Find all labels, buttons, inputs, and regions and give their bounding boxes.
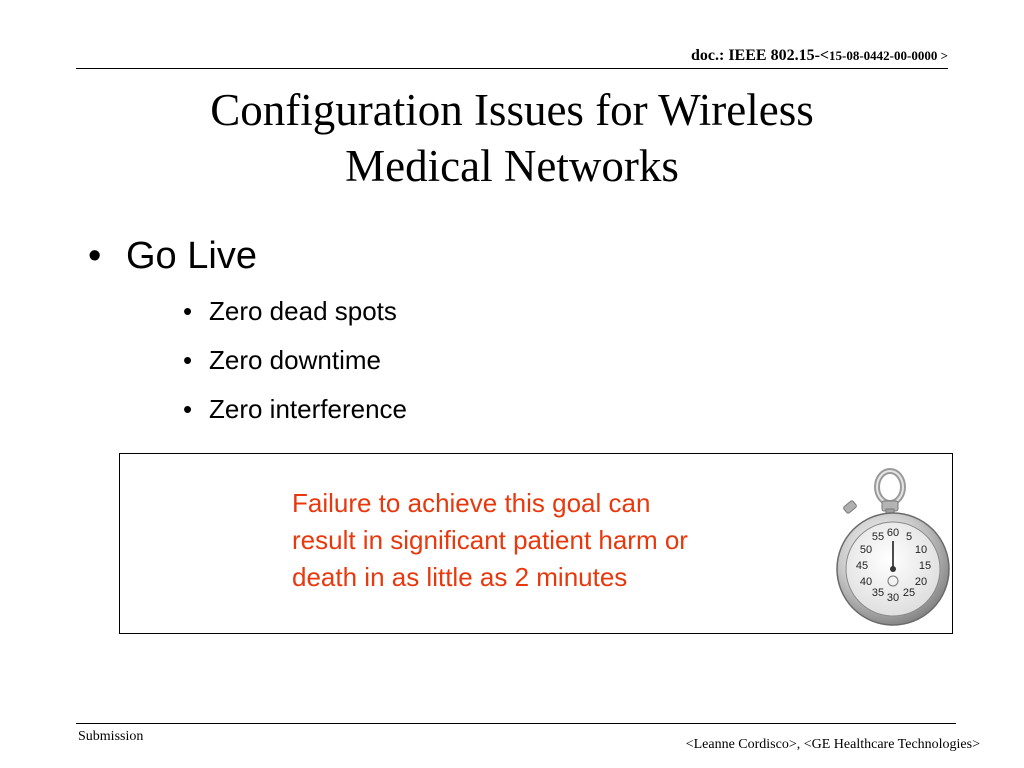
footer-divider xyxy=(76,723,956,724)
stopwatch-dial-number: 25 xyxy=(902,587,916,599)
doc-id-prefix: doc.: IEEE 802.15-< xyxy=(691,47,830,64)
slide-title-line-1: Configuration Issues for Wireless xyxy=(210,85,814,135)
sub-bullet-label: Zero downtime xyxy=(209,345,381,375)
stopwatch-dial-number: 10 xyxy=(914,544,928,556)
stopwatch-dial-number: 45 xyxy=(855,560,869,572)
document-id-header xyxy=(691,47,948,65)
main-bullet-label: Go Live xyxy=(126,235,257,277)
stopwatch-dial-number: 60 xyxy=(886,527,900,539)
slide-title xyxy=(0,82,1024,194)
sub-bullet-item xyxy=(183,340,407,389)
sub-bullet-list xyxy=(183,291,407,438)
bullet-dot-icon: • xyxy=(183,394,193,424)
stopwatch-dial-number: 15 xyxy=(918,560,932,572)
sub-bullet-label: Zero dead spots xyxy=(209,296,397,326)
doc-id-number: 15-08-0442-00-0000 > xyxy=(829,48,948,63)
bullet-dot-icon: • xyxy=(183,296,193,326)
callout-line: result in significant patient harm or xyxy=(292,525,688,555)
stopwatch-dial-number: 40 xyxy=(859,576,873,588)
sub-bullet-label: Zero interference xyxy=(209,394,407,424)
sub-bullet-item xyxy=(183,291,407,340)
slide-title-line-2: Medical Networks xyxy=(345,141,679,191)
footer-submission-label: Submission xyxy=(78,729,144,744)
stopwatch-dial-number: 55 xyxy=(871,531,885,543)
bullet-dot-icon: • xyxy=(183,345,193,375)
callout-line: Failure to achieve this goal can xyxy=(292,488,651,518)
main-bullet xyxy=(88,230,257,282)
stopwatch-dial-number: 20 xyxy=(914,576,928,588)
stopwatch-dial-number: 50 xyxy=(859,544,873,556)
header-divider xyxy=(76,68,948,69)
stopwatch-dial-number: 30 xyxy=(886,592,900,604)
callout-line: death in as little as 2 minutes xyxy=(292,562,628,592)
footer-author-affiliation: <Leanne Cordisco>, <GE Healthcare Technologies> xyxy=(685,737,980,752)
stopwatch-dial-number: 35 xyxy=(871,587,885,599)
sub-bullet-item xyxy=(183,389,407,438)
stopwatch-dial-number: 5 xyxy=(905,531,913,543)
warning-callout-text xyxy=(292,485,832,596)
bullet-dot-icon: • xyxy=(88,235,102,277)
stopwatch-icon xyxy=(832,465,954,627)
